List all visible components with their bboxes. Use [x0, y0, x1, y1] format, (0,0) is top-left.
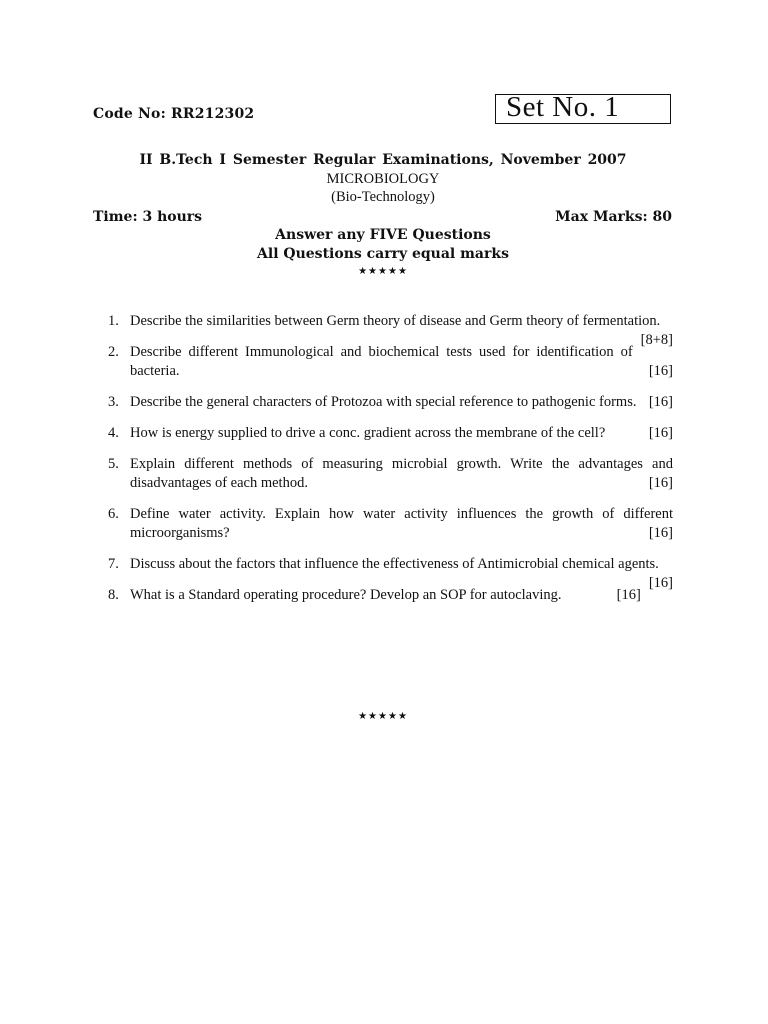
- question-text: What is a Standard operating procedure? Develop an SOP for autoclaving. [16]: [130, 587, 641, 603]
- question-number: 4.: [108, 425, 119, 441]
- time-allowed: Time: 3 hours: [93, 209, 203, 225]
- set-number: Set No. 1: [506, 91, 620, 123]
- max-marks: Max Marks: 80: [555, 209, 672, 225]
- stars-divider-top: ★★★★★: [358, 266, 408, 277]
- question-marks: [16]: [648, 575, 673, 591]
- question-text: Discuss about the factors that influence the effectiveness of Antimicrobial chemical agents. [16]: [130, 556, 673, 591]
- question-list: [108, 312, 673, 617]
- question-number: 7.: [108, 556, 119, 572]
- question-text: Describe different Immunological and biochemical tests used for identification of bacteria. [16]: [130, 344, 673, 379]
- question-text: Describe the similarities between Germ theory of disease and Germ theory of fermentation. [8+8]: [130, 313, 673, 348]
- instruction-equal-marks: All Questions carry equal marks: [257, 246, 509, 262]
- question-item: [108, 455, 673, 493]
- question-marks: [16]: [648, 475, 673, 491]
- stars-divider-bottom: ★★★★★: [358, 711, 408, 722]
- question-marks: [16]: [648, 363, 673, 379]
- question-number: 6.: [108, 506, 119, 522]
- question-number: 2.: [108, 344, 119, 360]
- question-marks: [16]: [648, 525, 673, 541]
- question-marks: [16]: [616, 587, 641, 603]
- set-number-box: [495, 91, 671, 124]
- question-item: [108, 555, 673, 591]
- branch-name: (Bio-Technology): [331, 189, 435, 205]
- question-item: [108, 586, 673, 605]
- question-number: 8.: [108, 587, 119, 603]
- question-item: [108, 312, 673, 348]
- question-marks: [16]: [648, 425, 673, 441]
- question-item: [108, 343, 673, 381]
- instruction-answer-five: Answer any FIVE Questions: [275, 227, 491, 243]
- subject-title: MICROBIOLOGY: [326, 171, 440, 187]
- question-text: Explain different methods of measuring microbial growth. Write the advantages and disadvantages of each method. [16]: [130, 456, 673, 491]
- question-marks: [16]: [648, 394, 673, 410]
- question-item: [108, 424, 673, 443]
- question-number: 1.: [108, 313, 119, 329]
- question-item: [108, 393, 673, 412]
- question-item: [108, 505, 673, 543]
- question-marks: [8+8]: [640, 332, 673, 348]
- question-text: How is energy supplied to drive a conc. gradient across the membrane of the cell? [16]: [130, 425, 673, 441]
- question-text: Define water activity. Explain how water activity influences the growth of different microorganisms? [16]: [130, 506, 673, 541]
- exam-title: II B.Tech I Semester Regular Examinations, November 2007: [139, 152, 627, 168]
- question-text: Describe the general characters of Protozoa with special reference to pathogenic forms. [16]: [130, 394, 673, 410]
- code-number: Code No: RR212302: [93, 106, 255, 122]
- question-number: 5.: [108, 456, 119, 472]
- question-number: 3.: [108, 394, 119, 410]
